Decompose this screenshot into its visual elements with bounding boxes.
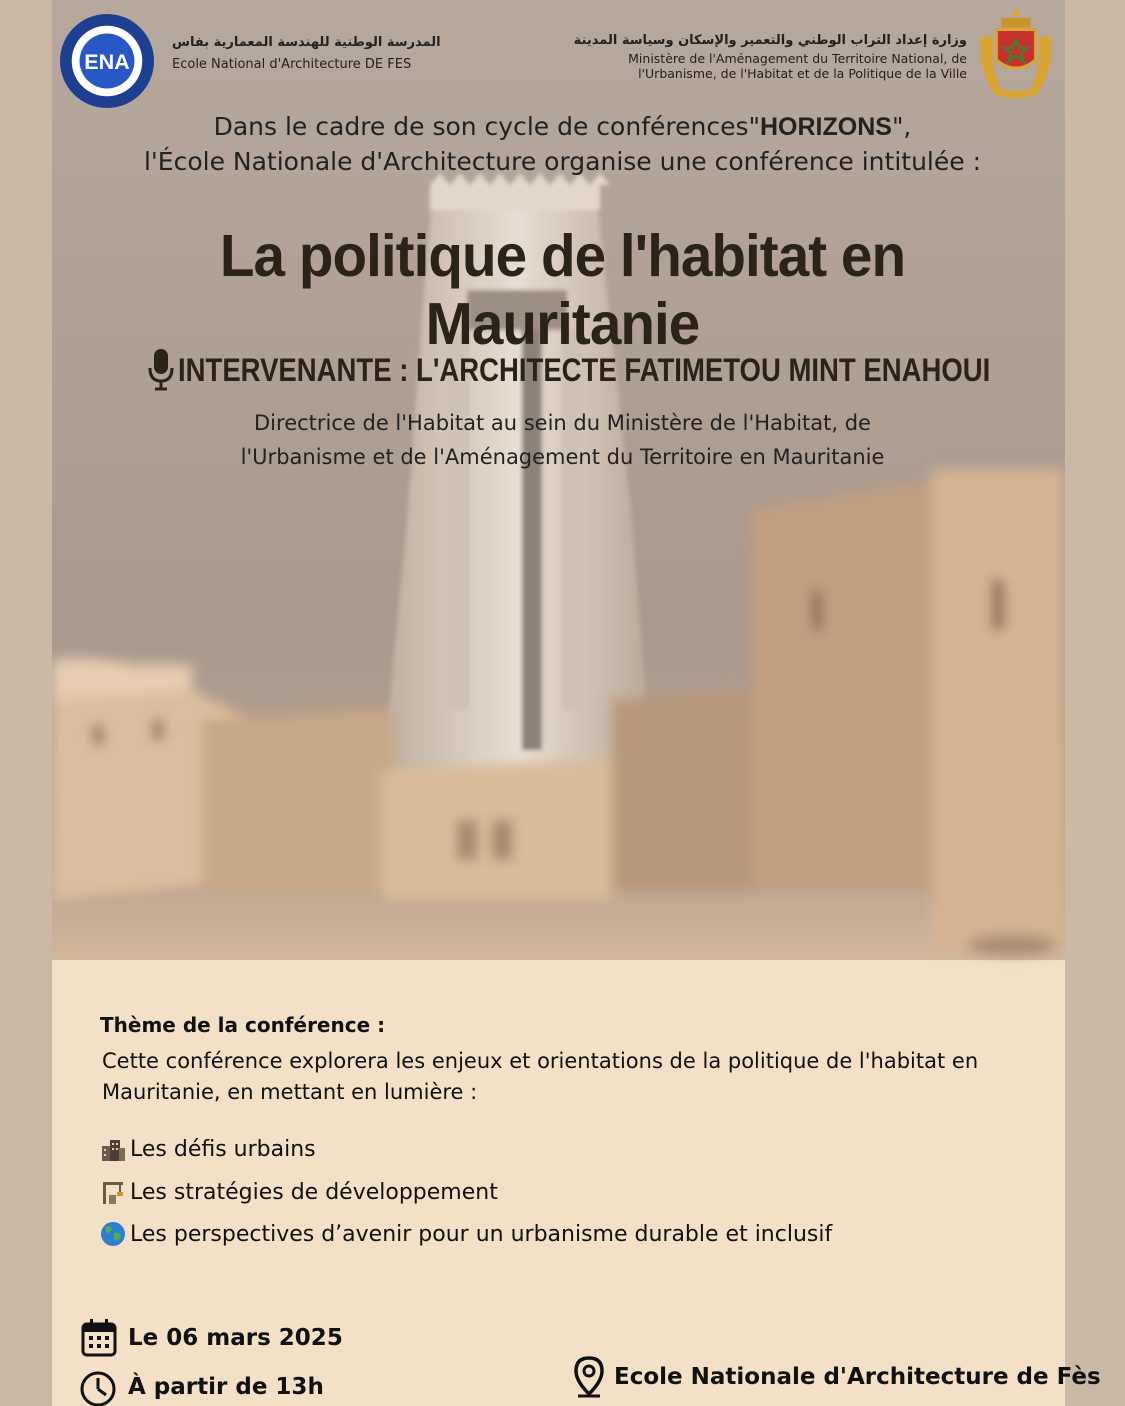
event-location-text: Ecole Nationale d'Architecture de Fès <box>614 1364 1101 1390</box>
clock-icon <box>78 1368 118 1406</box>
theme-point <box>100 1136 316 1162</box>
construction-icon <box>100 1179 126 1205</box>
speaker-role-line-2: l'Urbanisme et de l'Aménagement du Territoire en Mauritanie <box>240 445 885 469</box>
school-name-arabic: المدرسة الوطنية للهندسة المعمارية بفاس <box>172 35 441 50</box>
speaker-role-line-1: Directrice de l'Habitat au sein du Ministère de l'Habitat, de <box>254 411 871 435</box>
intro-line-1: Dans le cadre de son cycle de conférences"HORIZONS", <box>213 112 912 141</box>
city-icon <box>100 1136 126 1162</box>
ministry-name-arabic: وزارة إعداد التراب الوطني والتعمير والإسكان وسياسة المدينة <box>573 33 967 48</box>
theme-point-text: Les stratégies de développement <box>130 1179 498 1205</box>
theme-point-text: Les perspectives d’avenir pour un urbanisme durable et inclusif <box>130 1221 833 1247</box>
speaker-line <box>148 348 1123 392</box>
globe-icon <box>100 1221 126 1247</box>
ministry-name-french: Ministère de l'Aménagement du Territoire National, de l'Urbanisme, de l'Habitat et de la Politique de la Ville <box>628 51 967 81</box>
cycle-name: HORIZONS <box>759 113 892 141</box>
theme-heading: Thème de la conférence : <box>100 1013 386 1037</box>
event-time <box>78 1368 324 1406</box>
event-date-text: Le 06 mars 2025 <box>128 1325 343 1351</box>
event-time-text: À partir de 13h <box>128 1374 324 1400</box>
theme-point <box>100 1221 832 1247</box>
ena-logo <box>58 12 156 110</box>
theme-point-text: Les défis urbains <box>130 1136 316 1162</box>
conference-title: La politique de l'habitat en Mauritanie <box>219 223 906 357</box>
school-name-french: Ecole National d'Architecture DE FES <box>172 57 412 72</box>
speaker-name: INTERVENANTE : L'ARCHITECTE FATIMETOU MINT ENAHOUI <box>178 351 991 388</box>
theme-description: Cette conférence explorera les enjeux et orientations de la politique de l'habitat en Mauritanie, en mettant en lumière : <box>102 1049 979 1104</box>
left-margin <box>0 0 52 1406</box>
calendar-icon <box>80 1318 118 1358</box>
ena-logo-text: ENA <box>84 48 130 74</box>
event-date <box>80 1318 343 1358</box>
moroccan-coat-of-arms-icon <box>972 6 1060 98</box>
theme-point <box>100 1179 498 1205</box>
event-location <box>574 1356 1101 1398</box>
intro-line-2: l'École Nationale d'Architecture organise une conférence intitulée : <box>143 147 981 176</box>
microphone-icon <box>148 348 174 392</box>
location-pin-icon <box>574 1356 604 1398</box>
right-margin <box>1065 0 1125 1406</box>
